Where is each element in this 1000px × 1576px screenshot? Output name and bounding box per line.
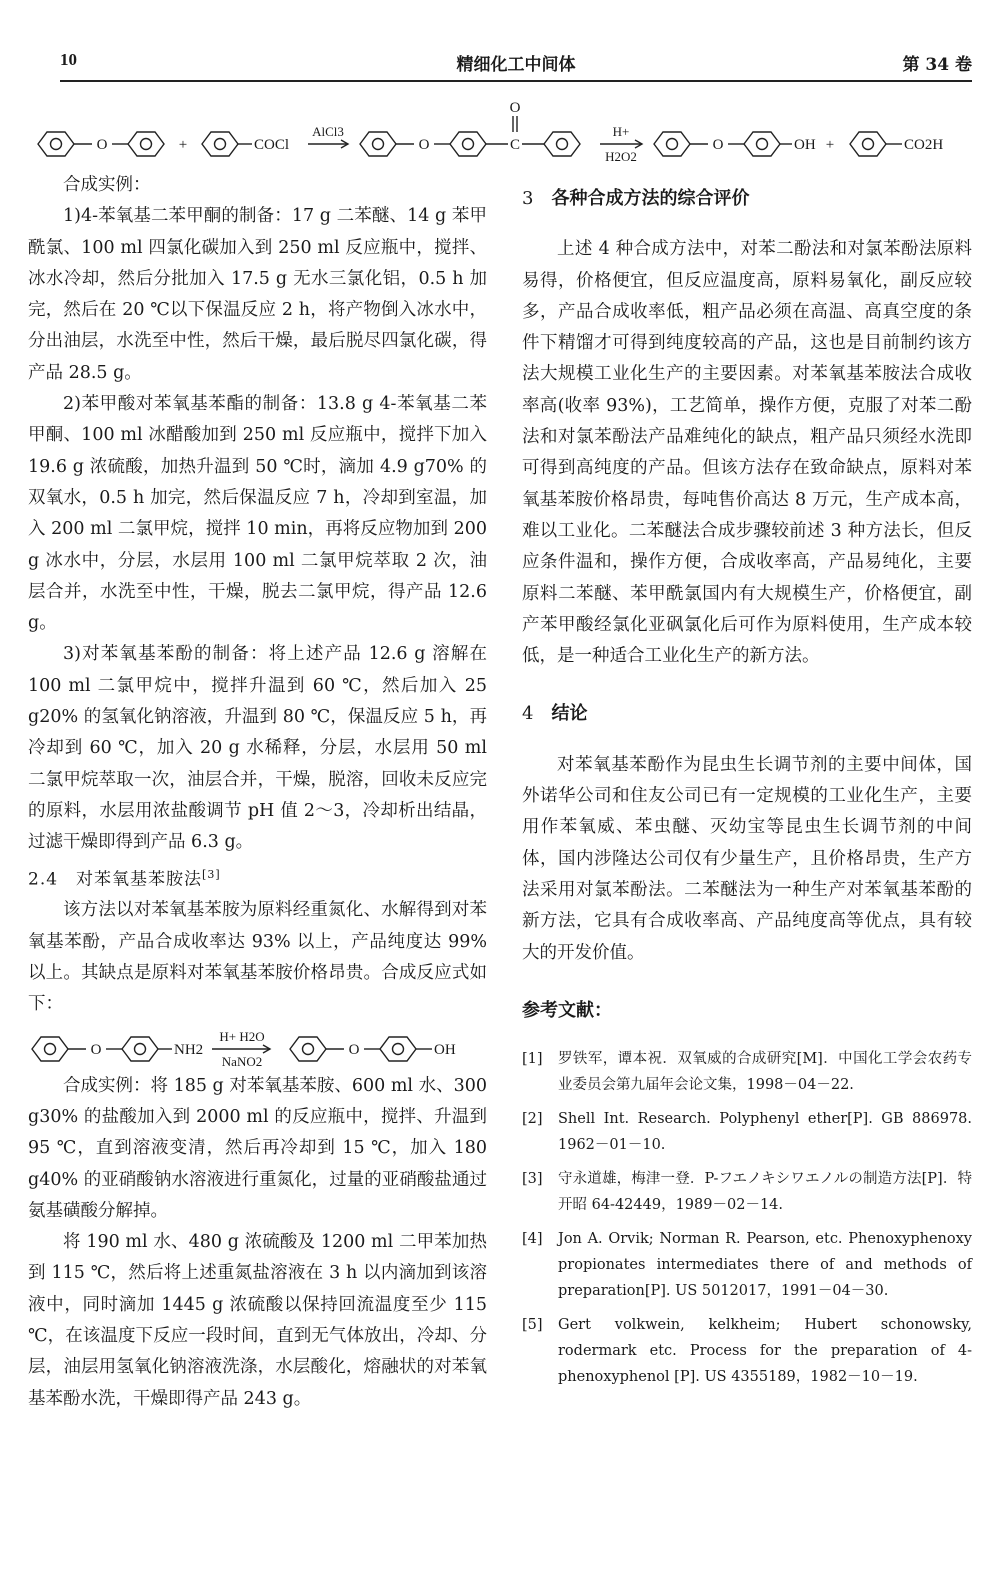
carboxyl-label: CO2H (904, 137, 944, 153)
carbonyl-oxygen-label: O (509, 100, 521, 116)
plus-sign: + (825, 137, 835, 153)
right-column (522, 183, 972, 1390)
reference-text: Shell Int. Research. Polyphenyl ether[P]. GB 886978. 1962－01－10. (558, 1111, 972, 1154)
example-title: 合成实例： (63, 175, 151, 195)
reference-number: [5] (522, 1317, 543, 1334)
benzene-ring-icon (38, 132, 74, 156)
hydroxyl-label: OH (794, 137, 816, 153)
section-3-number: 3 (522, 188, 534, 209)
reference-item (522, 1106, 972, 1158)
reference-number: [2] (522, 1111, 543, 1128)
section-3-title: 各种合成方法的综合评价 (551, 188, 750, 209)
benzene-ring-icon (654, 132, 690, 156)
benzene-ring-icon (32, 1037, 68, 1061)
ether-oxygen-label: O (96, 137, 108, 153)
benzene-ring-icon (128, 132, 164, 156)
section-2-4-title: 2.4 对苯氧基苯胺法 (28, 869, 203, 890)
plus-sign: + (178, 137, 188, 153)
reference-item (522, 1226, 972, 1304)
section-4-number: 4 (522, 703, 534, 725)
benzene-ring-icon (290, 1037, 326, 1061)
synthesis-example-2-continued: 将 190 ml 水、480 g 浓硫酸及 1200 ml 二甲苯加热到 115 ℃，然后将上述重氮盐溶液在 3 h 以内滴加到该溶液中，同时滴加 1445 g 浓硫酸以保持回流温度至少 115 ℃，在该温度下反应一段时间，直到无气体放出，冷却、分层，油层用氢氧化钠溶液洗涤，水层酸化，熔融状的对苯氧基苯酚水洗，干燥即得产品 243 g。 (28, 1232, 487, 1409)
running-header (60, 50, 972, 78)
citation-ref: [3] (202, 867, 221, 881)
oxidant-reagent-label: H2O2 (605, 149, 637, 164)
hydroxyl-label: OH (434, 1041, 456, 1058)
reference-item (522, 1046, 972, 1098)
benzene-ring-icon (202, 132, 238, 156)
reference-text: 守永道雄，梅津一登．P-フエノキシワエノルの制造方法[P]．特开昭 64-42449，1989－02－14. (558, 1171, 972, 1214)
section-4-heading (522, 698, 972, 729)
section-2-4-heading (28, 859, 487, 896)
left-column (28, 170, 487, 1415)
benzene-ring-icon (744, 132, 780, 156)
ether-oxygen-label: O (90, 1041, 102, 1058)
reagent-top-label: H+ H2O (219, 1028, 265, 1044)
synthesis-step-2: 2)苯甲酸对苯氧基苯酯的制备：13.8 g 4-苯氧基二苯甲酮、100 ml 冰醋酸加到 250 ml 反应瓶中，搅拌下加入 19.6 g 浓硫酸，加热升温到 50 ℃时，滴加 4.9 g70% 的双氧水，0.5 h 加完，然后保温反应 7 h，冷却到室温，加入 200 ml 二氯甲烷，搅拌 10 min，再将反应物加到 200 g 冰水中，分层，水层用 100 ml 二氯甲烷萃取 2 次，油层合并，水洗至中性，干燥，脱去二氯甲烷，得产品 12.6 g。 (28, 394, 487, 634)
synthesis-step-3: 3)对苯氧基苯酚的制备：将上述产品 12.6 g 溶解在 100 ml 二氯甲烷中，搅拌升温到 60 ℃，然后加入 25 g20% 的氢氧化钠溶液，升温到 80 ℃，保温反应 5 h，再冷却到 60 ℃，加入 20 g 水稀释，分层，水层用 50 ml 二氯甲烷萃取一次，油层合并，干燥，脱溶，回收未反应完的原料，水层用浓盐酸调节 pH 值 2～3，冷却析出结晶，过滤干燥即得到产品 6.3 g。 (28, 644, 487, 853)
benzene-ring-icon (850, 132, 886, 156)
carbonyl-carbon-label: C (509, 137, 521, 153)
reference-text: 罗铁军，谭本祝．双氧威的合成研究[M]．中国化工学会农药专业委员会第九届年会论文集，1998－04－22. (558, 1051, 972, 1094)
page-number: 10 (60, 50, 77, 69)
reference-text: Gert volkwein, kelkheim; Hubert schonowsky, rodermark etc. Process for the preparation of 4-phenoxyphenol [P]. US 4355189，1982－10－19. (558, 1317, 972, 1386)
acid-reagent-label: H+ (612, 124, 630, 139)
benzene-ring-icon (380, 1037, 416, 1061)
reaction-scheme-diazotization (28, 1021, 487, 1071)
references-heading: 参考文献： (522, 999, 612, 1021)
reagent-bottom-label: NaNO2 (221, 1053, 263, 1069)
journal-title: 精细化工中间体 (456, 55, 576, 75)
method-description: 该方法以对苯氧基苯胺为原料经重氮化、水解得到对苯氧基苯酚，产品合成收率达 93% 以上，产品纯度达 99% 以上。其缺点是原料对苯氧基苯胺价格昂贵。合成反应式如下： (28, 900, 487, 1015)
synthesis-step-1: 1)4-苯氧基二苯甲酮的制备：17 g 二苯醚、14 g 苯甲酰氯、100 ml 四氯化碳加入到 250 ml 反应瓶中，搅拌、冰水冷却，然后分批加入 17.5 g 无水三氯化铝，0.5 h 加完，然后在 20 ℃以下保温反应 2 h，将产物倒入冰水中，分出油层，水洗至中性，然后干燥，最后脱尽四氯化碳，得产品 28.5 g。 (28, 206, 487, 383)
ether-oxygen-label: O (712, 137, 724, 153)
reference-item (522, 1166, 972, 1218)
amine-label: NH2 (174, 1041, 204, 1058)
benzene-ring-icon (450, 132, 486, 156)
acyl-chloride-label: COCl (254, 137, 290, 153)
reference-number: [4] (522, 1231, 543, 1248)
section-4-title: 结论 (551, 703, 588, 725)
ether-oxygen-label: O (348, 1041, 360, 1058)
volume-label: 第 34 卷 (902, 55, 972, 75)
header-rule (60, 80, 972, 82)
synthesis-example-2: 合成实例：将 185 g 对苯氧基苯胺、600 ml 水、300 g30% 的盐酸加入到 2000 ml 的反应瓶中，搅拌、升温到 95 ℃，直到溶液变清，然后再冷却到 15 ℃，加入 180 g40% 的亚硝酸钠水溶液进行重氮化，过量的亚硝酸盐通过氨基磺酸分解掉。 (28, 1075, 487, 1221)
reference-number: [3] (522, 1171, 543, 1188)
reference-text: Jon A. Orvik; Norman R. Pearson, etc. Phenoxyphenoxy propionates intermediates there of and methods of preparation[P]. US 5012017，1991－04－30. (558, 1231, 972, 1300)
ether-oxygen-label: O (418, 137, 430, 153)
section-4-paragraph: 对苯氧基苯酚作为昆虫生长调节剂的主要中间体，国外诺华公司和住友公司已有一定规模的工业化生产，主要用作苯氧威、苯虫醚、灭幼宝等昆虫生长调节剂的中间体，国内涉隆达公司仅有少量生产，且价格昂贵，生产方法采用对氯苯酚法。二苯醚法为一种生产对苯氧基苯酚的新方法，它具有合成收率高、产品纯度高等优点，具有较大的开发价值。 (522, 754, 972, 963)
reference-item (522, 1312, 972, 1390)
catalyst-label: AlCl3 (312, 124, 344, 139)
benzene-ring-icon (122, 1037, 158, 1061)
reaction-scheme-friedel-crafts (30, 92, 975, 170)
section-3-heading (522, 183, 972, 214)
benzene-ring-icon (360, 132, 396, 156)
benzene-ring-icon (544, 132, 580, 156)
reference-list (522, 1046, 972, 1390)
reference-number: [1] (522, 1051, 543, 1068)
section-3-paragraph: 上述 4 种合成方法中，对苯二酚法和对氯苯酚法原料易得，价格便宜，但反应温度高，原料易氧化，副反应较多，产品合成收率低，粗产品必须在高温、高真空度的条件下精馏才可得到纯度较高的产品，这也是目前制约该方法大规模工业化生产的主要因素。对苯氧基苯胺法合成收率高(收率 93%)，工艺简单，操作方便，克服了对苯二酚法和对氯苯酚法产品难纯化的缺点，粗产品只须经水洗即可得到高纯度的产品。但该方法存在致命缺点，原料对苯氧基苯胺价格昂贵，每吨售价高达 8 万元，生产成本高，难以工业化。二苯醚法合成步骤较前述 3 种方法长，但反应条件温和，操作方便，合成收率高，产品易纯化，主要原料二苯醚、苯甲酰氯国内有大规模生产，价格便宜，副产苯甲酸经氯化亚砜氯化后可作为原料使用，生产成本较低，是一种适合工业化生产的新方法。 (522, 239, 972, 667)
